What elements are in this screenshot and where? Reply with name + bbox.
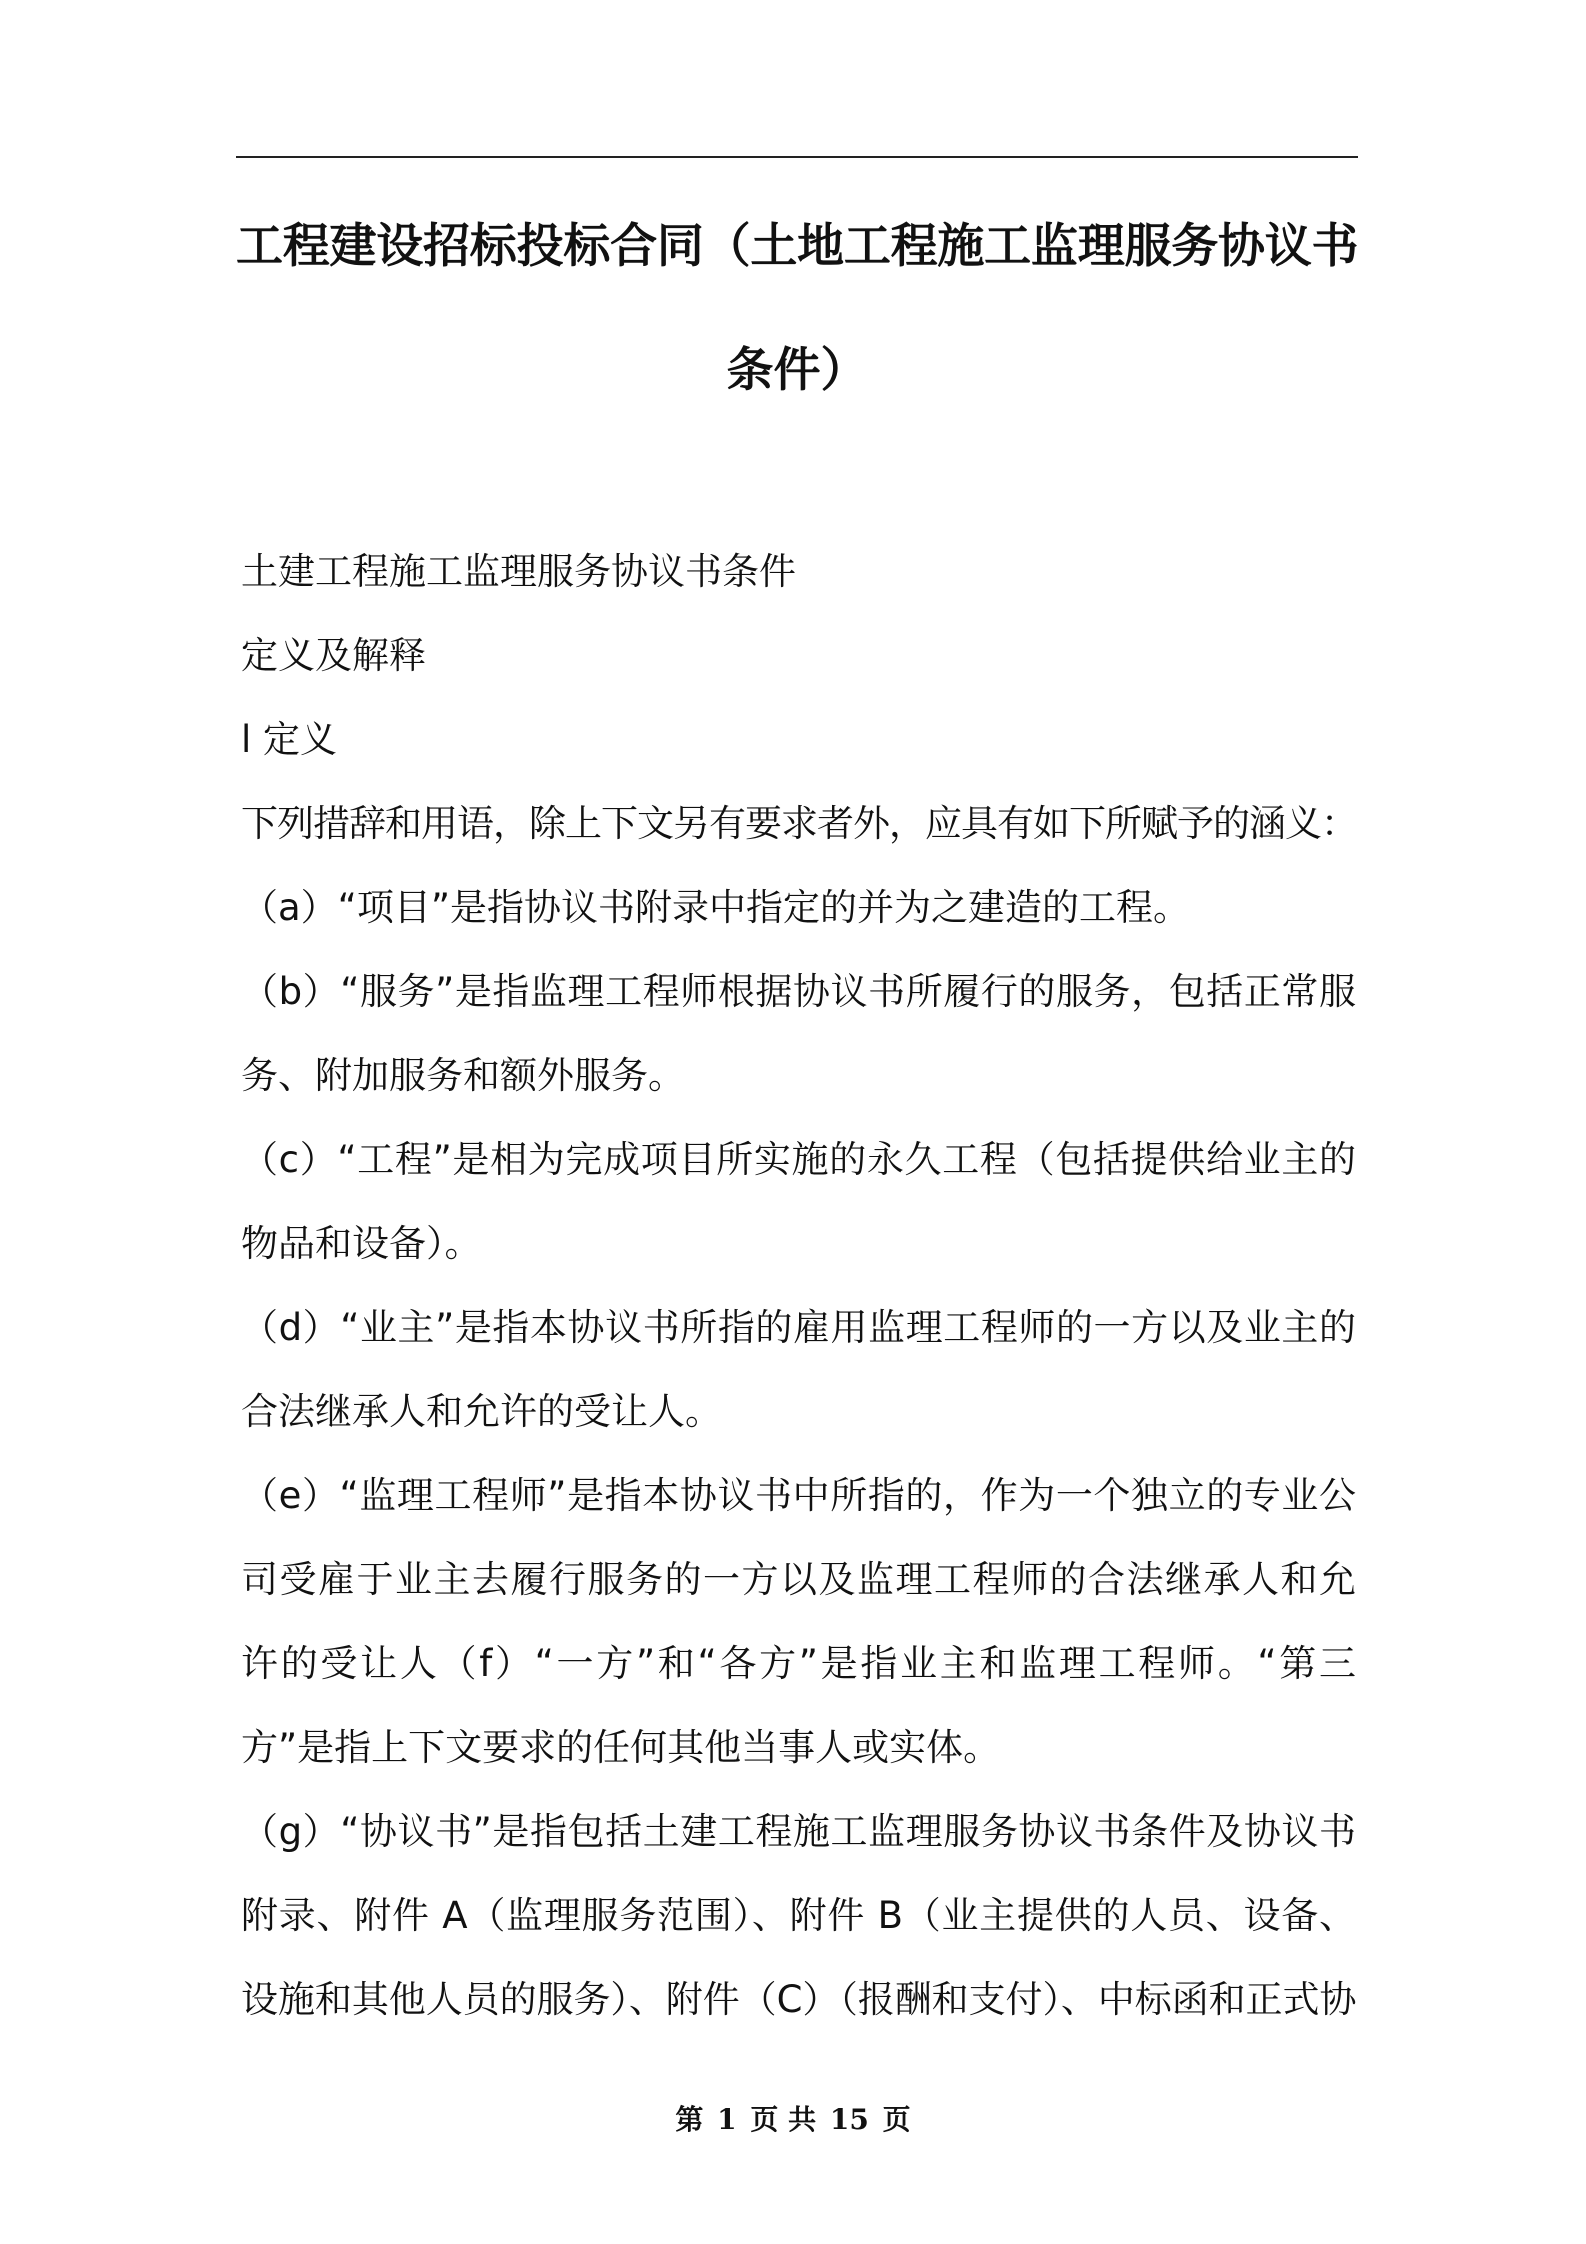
body-line: 司受雇于业主去履行服务的一方以及监理工程师的合法继承人和允 xyxy=(241,1558,1356,1601)
body-line: （c）“工程”是相为完成项目所实施的永久工程（包括提供给业主的 xyxy=(241,1138,1356,1181)
body-line: 下列措辞和用语，除上下文另有要求者外，应具有如下所赋予的涵义： xyxy=(241,802,1357,845)
body-line: 定义及解释 xyxy=(241,634,426,677)
document-title-line-1: 工程建设招标投标合同（土地工程施工监理服务协议书 xyxy=(236,219,1358,274)
body-line: 方”是指上下文要求的任何其他当事人或实体。 xyxy=(241,1726,1001,1769)
body-line: 许的受让人（f）“一方”和“各方”是指业主和监理工程师。“第三 xyxy=(241,1642,1356,1685)
footer-suffix: 页 xyxy=(882,2103,911,2136)
body-line: （b）“服务”是指监理工程师根据协议书所履行的服务，包括正常服 xyxy=(241,970,1356,1013)
body-line: （e）“监理工程师”是指本协议书中所指的，作为一个独立的专业公 xyxy=(241,1474,1356,1517)
body-line: 合法继承人和允许的受让人。 xyxy=(241,1390,722,1433)
body-line: （d）“业主”是指本协议书所指的雇用监理工程师的一方以及业主的 xyxy=(241,1306,1356,1349)
body-line: 物品和设备）。 xyxy=(241,1222,482,1265)
body-line: 设施和其他人员的服务）、附件（C）（报酬和支付）、中标函和正式协 xyxy=(241,1978,1356,2021)
body-line: 土建工程施工监理服务协议书条件 xyxy=(241,550,796,593)
body-line: 附录、附件 A（监理服务范围）、附件 B（业主提供的人员、设备、 xyxy=(241,1894,1356,1937)
header-rule xyxy=(236,156,1358,158)
body-line: l 定义 xyxy=(241,718,338,761)
body-line: （g）“协议书”是指包括土建工程施工监理服务协议书条件及协议书 xyxy=(241,1810,1356,1853)
footer-total-pages: 15 xyxy=(829,2103,869,2136)
body-line: （a）“项目”是指协议书附录中指定的并为之建造的工程。 xyxy=(241,886,1191,929)
footer-prefix: 第 xyxy=(675,2103,704,2136)
footer-page-number: 1 xyxy=(717,2103,737,2136)
document-body xyxy=(241,530,1356,2042)
page-footer xyxy=(0,2100,1586,2140)
footer-middle: 页 共 xyxy=(750,2103,817,2136)
document-title-line-2: 条件） xyxy=(726,343,868,398)
body-line: 务、附加服务和额外服务。 xyxy=(241,1054,685,1097)
